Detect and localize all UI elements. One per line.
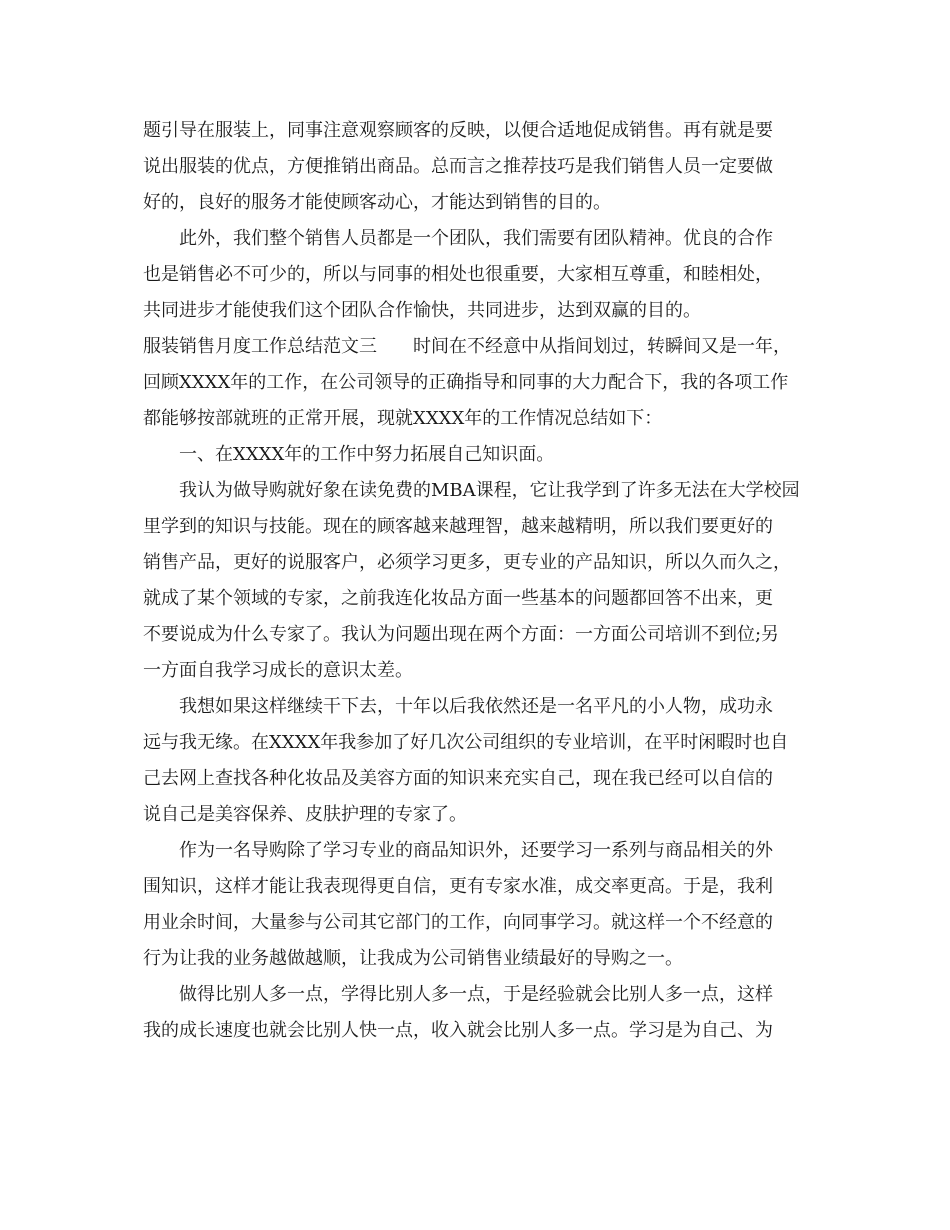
text-line: 不要说成为什么专家了。我认为问题出现在两个方面：一方面公司培训不到位;另 xyxy=(143,624,780,645)
text-line: 行为让我的业务越做越顺，让我成为公司销售业绩最好的导购之一。 xyxy=(143,948,683,969)
text-line: 题引导在服装上，同事注意观察顾客的反映，以便合适地促成销售。再有就是要 xyxy=(143,120,773,141)
text-line: 一方面自我学习成长的意识太差。 xyxy=(143,660,413,681)
paragraph-first-line: 我想如果这样继续干下去，十年以后我依然还是一名平凡的小人物，成功永 xyxy=(179,696,773,717)
text-line: 说自己是美容保养、皮肤护理的专家了。 xyxy=(143,804,467,825)
paragraph-first-line: 做得比别人多一点，学得比别人多一点，于是经验就会比别人多一点，这样 xyxy=(179,984,773,1005)
document-body xyxy=(143,113,807,1049)
text-line: 也是销售必不可少的，所以与同事的相处也很重要，大家相互尊重，和睦相处， xyxy=(143,264,773,285)
text-line: 就成了某个领域的专家，之前我连化妆品方面一些基本的问题都回答不出来，更 xyxy=(143,588,773,609)
paragraph-first-line: 此外，我们整个销售人员都是一个团队，我们需要有团队精神。优良的合作 xyxy=(179,228,773,249)
section-intro: 时间在不经意中从指间划过，转瞬间又是一年， xyxy=(413,336,791,357)
text-line: 共同进步才能使我们这个团队合作愉快，共同进步，达到双赢的目的。 xyxy=(143,300,701,321)
text-line: 己去网上查找各种化妆品及美容方面的知识来充实自己，现在我已经可以自信的 xyxy=(143,768,773,789)
text-line: 都能够按部就班的正常开展，现就XXXX年的工作情况总结如下： xyxy=(143,408,663,429)
section-title-line xyxy=(143,329,807,365)
text-line: 里学到的知识与技能。现在的顾客越来越理智，越来越精明，所以我们要更好的 xyxy=(143,516,773,537)
text-line: 好的，良好的服务才能使顾客动心，才能达到销售的目的。 xyxy=(143,192,611,213)
paragraph-first-line: 我认为做导购就好象在读免费的MBA课程，它让我学到了许多无法在大学校园 xyxy=(179,480,800,501)
text-line: 说出服装的优点，方便推销出商品。总而言之推荐技巧是我们销售人员一定要做 xyxy=(143,156,773,177)
text-line: 回顾XXXX年的工作，在公司领导的正确指导和同事的大力配合下，我的各项工作 xyxy=(143,372,789,393)
text-line: 用业余时间，大量参与公司其它部门的工作，向同事学习。就这样一个不经意的 xyxy=(143,912,773,933)
subheading: 一、在XXXX年的工作中努力拓展自己知识面。 xyxy=(179,444,555,465)
paragraph-first-line: 作为一名导购除了学习专业的商品知识外，还要学习一系列与商品相关的外 xyxy=(179,840,773,861)
text-line: 我的成长速度也就会比别人快一点，收入就会比别人多一点。学习是为自己、为 xyxy=(143,1020,773,1041)
text-line: 围知识，这样才能让我表现得更自信，更有专家水准，成交率更高。于是，我利 xyxy=(143,876,773,897)
section-title: 服装销售月度工作总结范文三 xyxy=(143,336,377,357)
text-line: 销售产品，更好的说服客户，必须学习更多，更专业的产品知识，所以久而久之， xyxy=(143,552,791,573)
text-line: 远与我无缘。在XXXX年我参加了好几次公司组织的专业培训，在平时闲暇时也自 xyxy=(143,732,789,753)
